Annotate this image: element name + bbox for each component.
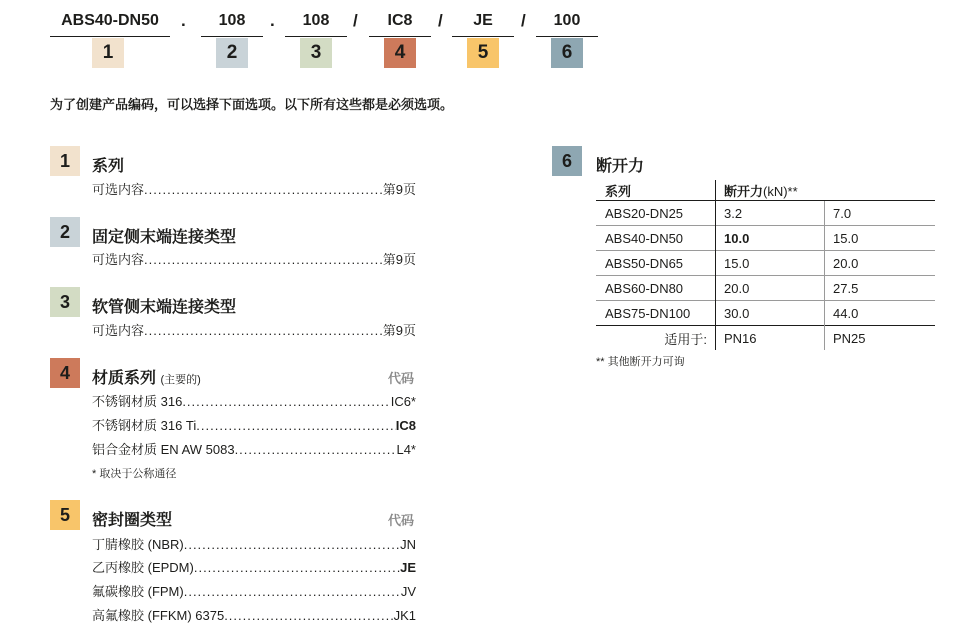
option-line — [92, 415, 416, 433]
col-header-force-label: 断开力 — [724, 183, 764, 199]
option-line — [92, 320, 416, 338]
cell-pn25: 27.5 — [825, 276, 936, 301]
cell-series: ABS75-DN100 — [596, 301, 716, 326]
section-subtitle: (主要的) — [160, 374, 201, 386]
table-row — [596, 226, 935, 251]
option-label: 丁腈橡胶 (NBR) — [92, 537, 184, 552]
leader-dots — [144, 182, 383, 197]
leader-dots — [182, 394, 390, 409]
cell-pn25: 44.0 — [825, 301, 936, 326]
code-index-2: 2 — [216, 38, 248, 68]
leader-dots — [194, 560, 400, 575]
section-title: 系列 — [92, 158, 125, 175]
section-title: 软管侧末端连接类型 — [92, 299, 237, 316]
option-line — [92, 581, 416, 599]
leader-dots — [144, 252, 383, 267]
col-header-force-unit: (kN)** — [763, 183, 798, 199]
code-separator: / — [353, 11, 358, 30]
cell-series: ABS50-DN65 — [596, 251, 716, 276]
cell-pn16: 15.0 — [716, 251, 825, 276]
option-label: 乙丙橡胶 (EPDM) — [92, 560, 194, 575]
leader-dots — [184, 537, 400, 552]
option-value: JK1 — [393, 608, 416, 623]
option-value: JV — [400, 584, 416, 599]
option-line — [92, 179, 416, 197]
section-number: 3 — [50, 287, 80, 317]
cell-pn25: 20.0 — [825, 251, 936, 276]
table-row — [596, 201, 935, 226]
table-header-row — [596, 180, 935, 201]
code-series: ABS40-DN50 — [50, 10, 170, 37]
option-value: L4* — [396, 442, 416, 457]
option-line — [92, 439, 416, 457]
code-separator: / — [438, 11, 443, 30]
option-value-selected: JE — [400, 560, 416, 575]
break-force-table — [596, 180, 935, 350]
leader-dots — [184, 584, 401, 599]
section-title: 固定侧末端连接类型 — [92, 229, 237, 246]
section-number: 1 — [50, 146, 80, 176]
cell-pn16: 3.2 — [716, 201, 825, 226]
cell-series: ABS60-DN80 — [596, 276, 716, 301]
code-index-6: 6 — [551, 38, 583, 68]
code-separator: / — [521, 11, 526, 30]
footnote: * 取决于公称通径 — [92, 468, 177, 480]
cell-pn16: 20.0 — [716, 276, 825, 301]
section-title-text: 材质系列 — [92, 370, 157, 387]
code-index-1: 1 — [92, 38, 124, 68]
cell-series: ABS20-DN25 — [596, 201, 716, 226]
section-number: 2 — [50, 217, 80, 247]
option-line — [92, 391, 416, 409]
code-material: IC8 — [369, 10, 431, 37]
option-label: 氟碳橡胶 (FPM) — [92, 584, 184, 599]
cell-pn25: 7.0 — [825, 201, 936, 226]
option-line — [92, 249, 416, 267]
option-label: 可选内容 — [92, 252, 145, 267]
section-number: 5 — [50, 500, 80, 530]
col-header-series: 系列 — [596, 180, 716, 201]
code-index-5: 5 — [467, 38, 499, 68]
option-value: 第9页 — [382, 323, 416, 338]
code-seal: JE — [452, 10, 514, 37]
option-label: 可选内容 — [92, 323, 145, 338]
applies-pn16: PN16 — [716, 326, 825, 351]
table-row — [596, 251, 935, 276]
option-label: 不锈钢材质 316 Ti — [92, 418, 197, 433]
cell-series: ABS40-DN50 — [596, 226, 716, 251]
leader-dots — [144, 323, 383, 338]
option-line — [92, 534, 416, 552]
code-index-3: 3 — [300, 38, 332, 68]
leader-dots — [235, 442, 397, 457]
intro-text: 为了创建产品编码，可以选择下面选项。以下所有这些都是必须选项。 — [50, 97, 454, 112]
table-applies-row — [596, 326, 935, 351]
option-value: JN — [400, 537, 416, 552]
code-break-force: 100 — [536, 10, 598, 37]
option-value-selected: IC8 — [395, 418, 416, 433]
option-label: 不锈钢材质 316 — [92, 394, 183, 409]
leader-dots — [224, 608, 393, 623]
cell-pn16: 30.0 — [716, 301, 825, 326]
section-title: 密封圈类型 — [92, 512, 173, 529]
code-column-header: 代码 — [388, 513, 415, 528]
leader-dots — [196, 418, 396, 433]
code-fixed-end: 108 — [201, 10, 263, 37]
option-value: IC6* — [390, 394, 416, 409]
section-number: 4 — [50, 358, 80, 388]
applies-label: 适用于: — [596, 326, 716, 351]
code-separator: . — [181, 11, 186, 30]
applies-pn25: PN25 — [825, 326, 936, 351]
code-hose-end: 108 — [285, 10, 347, 37]
section-number: 6 — [552, 146, 582, 176]
cell-pn25: 15.0 — [825, 226, 936, 251]
option-label: 铝合金材质 EN AW 5083 — [92, 442, 235, 457]
col-header-empty — [825, 180, 936, 201]
section-title: 断开力 — [596, 158, 645, 175]
option-line — [92, 557, 416, 575]
code-column-header: 代码 — [388, 371, 415, 386]
option-line — [92, 605, 416, 623]
table-row — [596, 276, 935, 301]
footnote: ** 其他断开力可询 — [596, 356, 685, 368]
option-label: 高氟橡胶 (FFKM) 6375 — [92, 608, 225, 623]
cell-pn16-selected: 10.0 — [716, 226, 825, 251]
code-separator: . — [270, 11, 275, 30]
option-value: 第9页 — [382, 182, 416, 197]
col-header-force — [716, 180, 825, 201]
code-index-4: 4 — [384, 38, 416, 68]
table-row — [596, 301, 935, 326]
option-label: 可选内容 — [92, 182, 145, 197]
option-value: 第9页 — [382, 252, 416, 267]
section-title — [92, 365, 201, 388]
